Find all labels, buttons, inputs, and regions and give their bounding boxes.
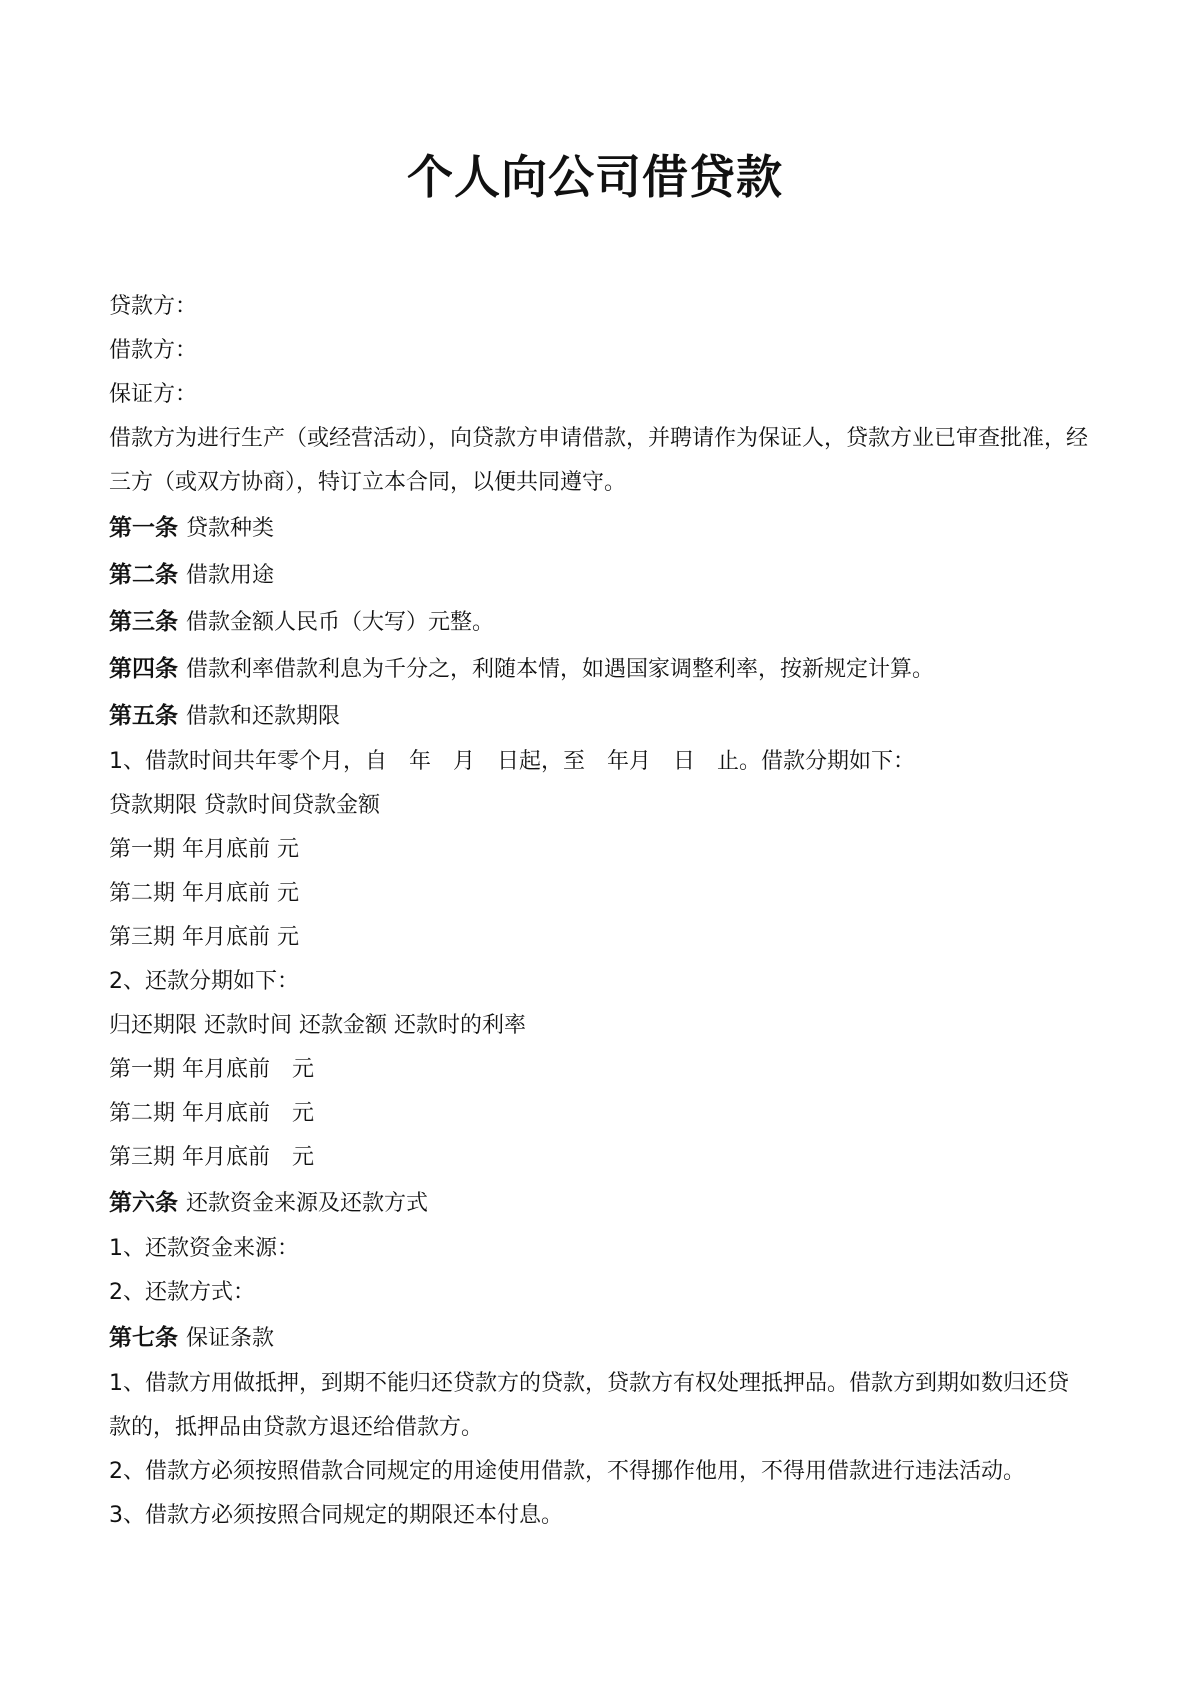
article-5-label: 第五条	[109, 703, 178, 729]
article-5-text: 借款和还款期限	[186, 704, 341, 729]
article-5	[109, 693, 1089, 740]
article-4-text: 借款利率借款利息为千分之，利随本情，如遇国家调整利率，按新规定计算。	[186, 657, 935, 682]
article-2	[109, 552, 1089, 599]
article-7	[109, 1315, 1089, 1362]
guarantee-item-2: 2、借款方必须按照借款合同规定的用途使用借款，不得挪作他用，不得用借款进行违法活动。	[109, 1459, 1026, 1484]
guarantee-item-1: 1、借款方用做抵押，到期不能归还贷款方的贷款，贷款方有权处理抵押品。借款方到期如数归还贷款的，抵押品由贷款方退还给借款方。	[109, 1371, 1070, 1440]
guarantor-line: 保证方：	[109, 382, 198, 407]
article-1-label: 第一条	[109, 515, 178, 541]
borrower-line: 借款方：	[109, 338, 198, 363]
article-1	[109, 505, 1089, 552]
loan-schedule-row: 第二期 年月底前 元	[109, 881, 299, 906]
repay-schedule-row: 第一期 年月底前 元	[109, 1057, 314, 1082]
document-title: 个人向公司借贷款	[407, 150, 783, 204]
article-3-label: 第三条	[109, 609, 178, 635]
article-1-text: 贷款种类	[186, 516, 275, 541]
loan-schedule-header: 贷款期限 贷款时间贷款金额	[109, 793, 380, 818]
term-item-2: 2、还款分期如下：	[109, 969, 299, 994]
article-3	[109, 599, 1089, 646]
loan-schedule-row: 第一期 年月底前 元	[109, 837, 299, 862]
guarantee-item-3: 3、借款方必须按照合同规定的期限还本付息。	[109, 1503, 563, 1528]
article-6	[109, 1180, 1089, 1227]
article-2-label: 第二条	[109, 562, 178, 588]
repay-schedule-row: 第二期 年月底前 元	[109, 1101, 314, 1126]
document-body	[109, 285, 1089, 1538]
preamble-paragraph: 借款方为进行生产（或经营活动），向贷款方申请借款，并聘请作为保证人，贷款方业已审查批准，经三方（或双方协商），特订立本合同，以便共同遵守。	[109, 426, 1089, 495]
article-4-label: 第四条	[109, 656, 178, 682]
article-3-text: 借款金额人民币（大写）元整。	[186, 610, 495, 635]
article-4	[109, 646, 1089, 693]
lender-line: 贷款方：	[109, 294, 198, 319]
loan-schedule-row: 第三期 年月底前 元	[109, 925, 299, 950]
repayment-source: 1、还款资金来源：	[109, 1236, 299, 1261]
repayment-method: 2、还款方式：	[109, 1280, 255, 1305]
repay-schedule-row: 第三期 年月底前 元	[109, 1145, 314, 1170]
article-2-text: 借款用途	[186, 563, 275, 588]
repay-schedule-header: 归还期限 还款时间 还款金额 还款时的利率	[109, 1013, 526, 1038]
article-6-label: 第六条	[109, 1190, 178, 1216]
article-7-text: 保证条款	[186, 1326, 275, 1351]
term-item-1: 1、借款时间共年零个月，自 年 月 日起，至 年月 日 止。借款分期如下：	[109, 749, 915, 774]
article-7-label: 第七条	[109, 1325, 178, 1351]
article-6-text: 还款资金来源及还款方式	[186, 1191, 429, 1216]
